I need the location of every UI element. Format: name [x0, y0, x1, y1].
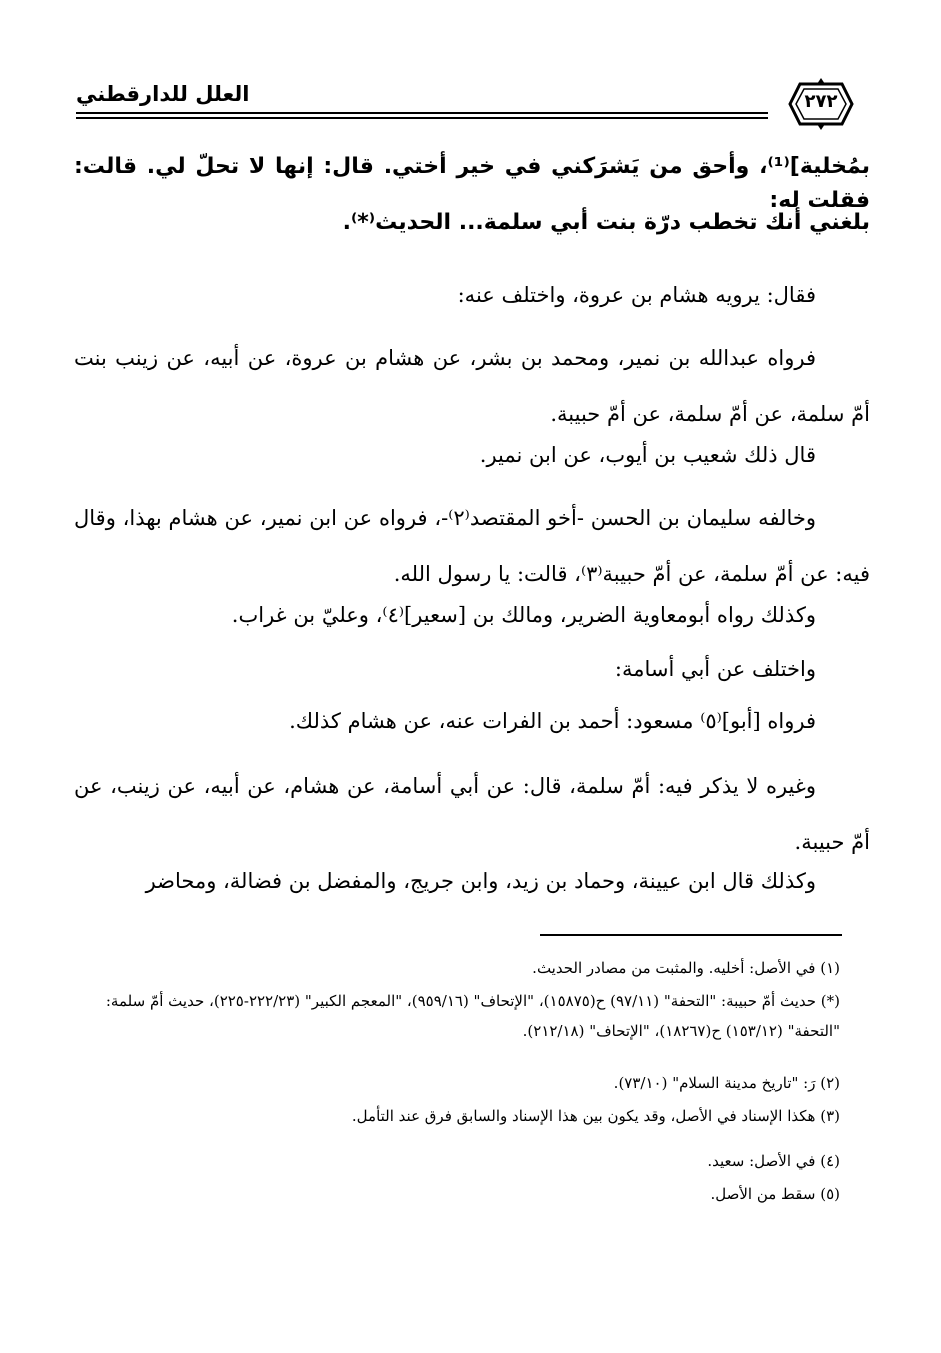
lead-line-1: بمُخلية]⁽¹⁾، وأحق من يَشرَكني في خير أختي. قال: إنها لا تحلّ لي. قالت: فقلت له: — [74, 154, 870, 213]
paragraph-2: فرواه عبدالله بن نمير، ومحمد بن بشر، عن هشام بن عروة، عن أبيه، عن زينب بنت أمّ سلمة، عن أمّ سلمة، عن أمّ حبيبة. — [74, 346, 870, 426]
page-number-badge — [776, 78, 866, 130]
paragraph-1: فقال: يرويه هشام بن عروة، واختلف عنه: — [457, 283, 816, 307]
footnote-1: (١) في الأصل: أخليه. والمثبت من مصادر الحديث. — [532, 959, 840, 977]
paragraph-5: وكذلك رواه أبومعاوية الضرير، ومالك بن [سعير]⁽٤⁾، وعليّ بن غراب. — [231, 603, 816, 627]
footnote-star: (*) حديث أمّ حبيبة: "التحفة" (٩٧/١١) ح(١٥٨٧٥)، "الإتحاف" (٩٥٩/١٦)، "المعجم الكبير" (٢٢٢/٢٣-٢٢٥)، حديث أمّ سلمة: "التحفة" (١٥٣/١٢) ح(١٨٢٦٧)، "الإتحاف" (٢١٢/١٨). — [105, 992, 840, 1040]
paragraph-8: وغيره لا يذكر فيه: أمّ سلمة، قال: عن أبي أسامة، عن هشام، عن أبيه، عن زينب، عن أمّ حبيبة. — [74, 774, 870, 854]
lead-line-2: بلغني أنك تخطب درّة بنت أبي سلمة... الحديث⁽*⁾. — [342, 210, 870, 235]
running-header — [76, 82, 866, 132]
footnote-3: (٣) هكذا الإسناد في الأصل، وقد يكون بين هذا الإسناد والسابق فرق عند التأمل. — [351, 1107, 840, 1125]
paragraph-3: قال ذلك شعيب بن أيوب، عن ابن نمير. — [479, 443, 816, 467]
paragraph-9: وكذلك قال ابن عيينة، وحماد بن زيد، وابن جريج، والمفضل بن فضالة، ومحاضر — [145, 869, 816, 893]
book-title: العلل للدارقطني — [76, 82, 250, 106]
paragraph-7: فرواه [أبو]⁽٥⁾ مسعود: أحمد بن الفرات عنه، عن هشام كذلك. — [289, 709, 816, 733]
header-rule — [76, 112, 768, 119]
paragraph-6: واختلف عن أبي أسامة: — [614, 657, 816, 681]
page-number: ٢٧٢ — [804, 91, 838, 112]
footnote-5: (٥) سقط من الأصل. — [710, 1185, 840, 1203]
paragraph-4: وخالفه سليمان بن الحسن -أخو المقتصد⁽٢⁾-، فرواه عن ابن نمير، عن هشام بهذا، وقال فيه: عن أمّ سلمة، عن أمّ حبيبة⁽٣⁾، قالت: يا رسول الله. — [74, 506, 870, 586]
footnote-separator — [540, 934, 842, 936]
footnote-4: (٤) في الأصل: سعيد. — [707, 1152, 840, 1170]
footnote-2: (٢) رَ: "تاريخ مدينة السلام" (٧٣/١٠). — [613, 1074, 840, 1092]
